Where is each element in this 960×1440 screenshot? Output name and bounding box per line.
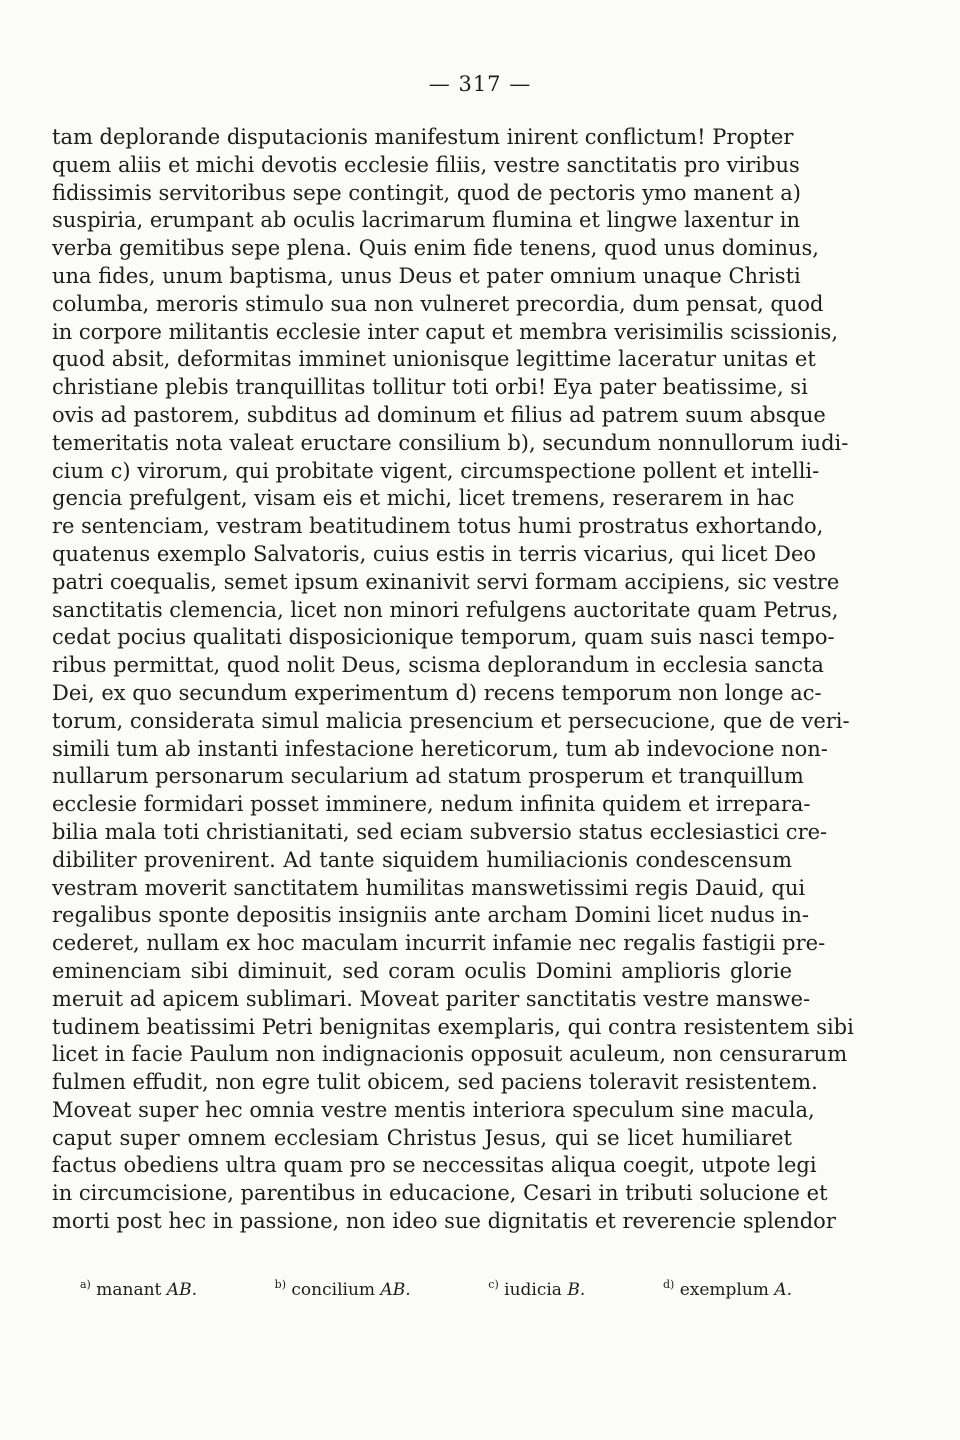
footnote-source: B. (567, 1280, 586, 1300)
text-line: torum, considerata simul malicia presencium et persecucione, que de veri- (52, 708, 850, 733)
page-number: — 317 — (428, 72, 532, 96)
text-line: quatenus exemplo Salvatoris, cuius estis in terris vicarius, qui licet Deo (52, 541, 817, 566)
footnote-text: iudicia (504, 1280, 562, 1300)
text-line: regalibus sponte depositis insigniis ante archam Domini licet nudus in- (52, 903, 809, 928)
text-line: re sentenciam, vestram beatitudinem totus humi prostratus exhortando, (52, 514, 824, 539)
text-line: meruit ad apicem sublimari. Moveat pariter sanctitatis vestre manswe- (52, 986, 811, 1011)
text-line: ribus permittat, quod nolit Deus, scisma deplorandum in ecclesia sancta (52, 653, 824, 678)
footnote-b (275, 1280, 411, 1300)
text-line: Moveat super hec omnia vestre mentis interiora speculum sine macula, (52, 1097, 815, 1122)
text-line: cederet, nullam ex hoc maculam incurrit infamie nec regalis fastigii pre- (52, 931, 826, 956)
text-line: morti post hec in passione, non ideo sue dignitatis et reverencie splendor (52, 1209, 836, 1234)
footnote-text: concilium (291, 1280, 376, 1300)
footnote-d (663, 1280, 792, 1300)
text-line: dibiliter provenirent. Ad tante siquidem humiliacionis condescensum (52, 847, 792, 872)
text-line: Dei, ex quo secundum experimentum d) recens temporum non longe ac- (52, 680, 822, 705)
text-line: licet in facie Paulum non indignacionis opposuit aculeum, non censurarum (52, 1042, 848, 1067)
footnote-c (488, 1280, 585, 1300)
text-line: quod absit, deformitas imminet unionisque legittime laceratur unitas et (52, 347, 816, 372)
text-line: cedat pocius qualitati disposicionique temporum, quam suis nasci tempo- (52, 625, 835, 650)
text-line: tam deplorande disputacionis manifestum inirent conflictum! Propter (52, 125, 794, 149)
text-line: ovis ad pastorem, subditus ad dominum et filius ad patrem suum absque (52, 402, 826, 427)
footnote-marker: a) (80, 1278, 91, 1291)
text-line: bilia mala toti christianitati, sed eciam subversio status ecclesiastici cre- (52, 819, 828, 844)
text-line: eminenciam sibi diminuit, sed coram oculis Domini amplioris glorie (52, 958, 792, 983)
footnote-marker: b) (274, 1278, 286, 1291)
text-line: quem aliis et michi devotis ecclesie filiis, vestre sanctitatis pro viribus (52, 152, 800, 177)
text-line: una fides, unum baptisma, unus Deus et pater omnium unaque Christi (52, 263, 801, 288)
text-line: sanctitatis clemencia, licet non minori refulgens auctoritate quam Petrus, (52, 597, 839, 622)
text-line: simili tum ab instanti infestacione hereticorum, tum ab indevocione non- (52, 736, 828, 761)
text-line: cium c) virorum, qui probitate vigent, circumspectione pollent et intelli- (52, 458, 820, 483)
text-line: caput super omnem ecclesiam Christus Jesus, qui se licet humiliaret (52, 1125, 792, 1150)
footnote-text: manant (96, 1280, 162, 1300)
text-line: patri coequalis, semet ipsum exinanivit servi formam accipiens, sic vestre (52, 569, 840, 594)
footnotes (80, 1280, 792, 1300)
text-line: vestram moverit sanctitatem humilitas manswetissimi regis Dauid, qui (52, 875, 806, 900)
text-line: verba gemitibus sepe plena. Quis enim fide tenens, quod unus dominus, (52, 236, 819, 261)
footnote-source: AB. (166, 1280, 197, 1300)
text-line: ecclesie formidari posset imminere, nedum infinita quidem et irrepara- (52, 792, 811, 817)
text-line: fidissimis servitoribus sepe contingit, quod de pectoris ymo manent a) (52, 180, 801, 205)
text-line: christiane plebis tranquillitas tollitur toti orbi! Eya pater beatissime, si (52, 375, 808, 400)
footnote-marker: c) (488, 1278, 499, 1291)
footnote-source: AB. (380, 1280, 411, 1300)
text-line: columba, meroris stimulo sua non vulneret precordia, dum pensat, quod (52, 291, 824, 316)
text-line: gencia prefulgent, visam eis et michi, licet tremens, reserarem in hac (52, 486, 795, 511)
text-line: suspiria, erumpant ab oculis lacrimarum flumina et lingwe laxentur in (52, 208, 801, 233)
text-line: temeritatis nota valeat eructare consilium b), secundum nonnullorum iudi- (52, 430, 849, 455)
footnote-marker: d) (662, 1278, 675, 1291)
text-line: factus obediens ultra quam pro se neccessitas aliqua coegit, utpote legi (52, 1153, 817, 1178)
text-line: fulmen effudit, non egre tulit obicem, sed paciens toleravit resistentem. (52, 1070, 818, 1095)
text-line: nullarum personarum secularium ad statum prosperum et tranquillum (52, 764, 804, 789)
text-line: in corpore militantis ecclesie inter caput et membra verisimilis scissionis, (52, 319, 839, 344)
footnote-a (80, 1280, 197, 1300)
body-text (52, 124, 854, 1236)
text-line: tudinem beatissimi Petri benignitas exemplaris, qui contra resistentem sibi (52, 1014, 854, 1039)
footnote-text: exemplum (679, 1280, 769, 1300)
footnote-source: A. (774, 1280, 792, 1300)
text-line: in circumcisione, parentibus in educacione, Cesari in tributi solucione et (52, 1181, 828, 1206)
